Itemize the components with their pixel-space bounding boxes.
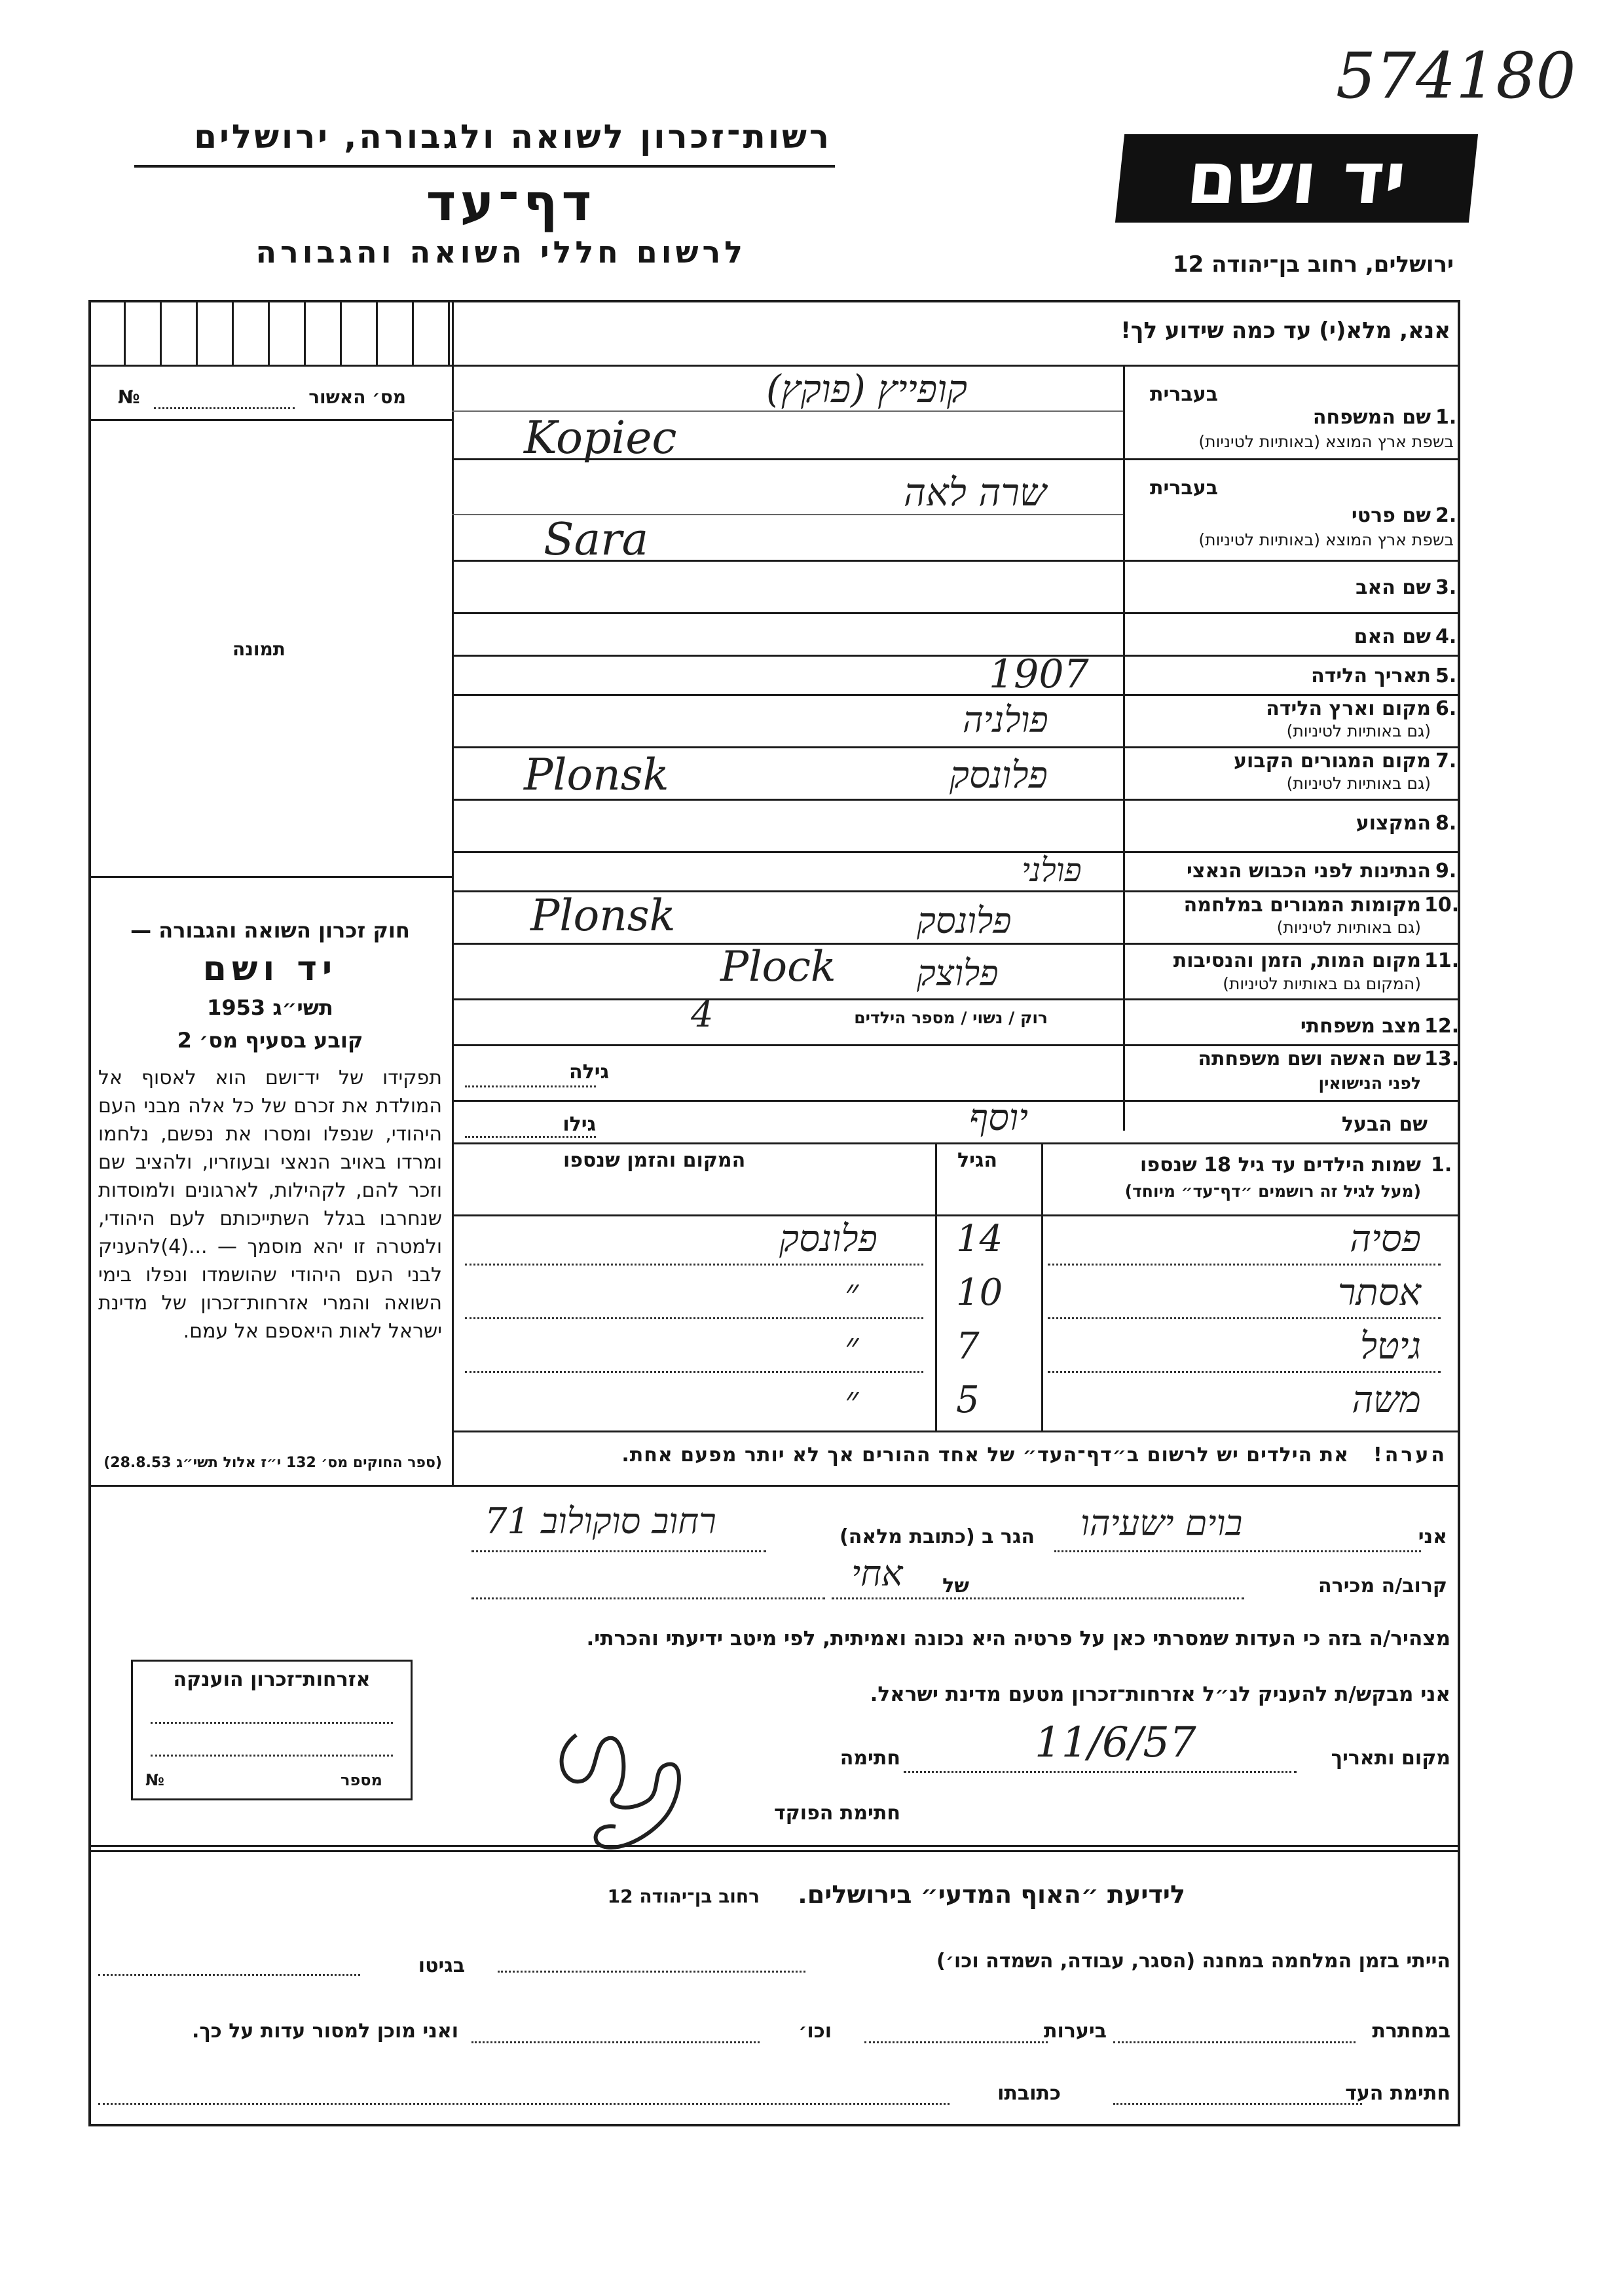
field-1-sublabel: בשפת ארץ המוצא (באותיות לטיניות) [1198, 432, 1454, 451]
field-12-num: 12. [1424, 1015, 1460, 1038]
yad-vashem-logo: יד ושם [1115, 134, 1478, 223]
address-line: ירושלים, רחוב בן־יהודה 12 [1172, 251, 1454, 278]
photo-label: תמונה [232, 638, 286, 660]
citizenship-number-label: מספר [341, 1771, 382, 1789]
place-date-field[interactable] [904, 1771, 1297, 1773]
declarant-name: בוים ישעיהו [1080, 1503, 1243, 1544]
field-10-sublabel: (גם באותיות לטיניות) [1276, 918, 1421, 937]
field-2-value-latin: Sara [544, 514, 649, 566]
underground-field[interactable] [1113, 2041, 1356, 2043]
children-section-subtitle: (מעל לגיל זה רושמים ״דף־עד״ מיוחד) [1124, 1182, 1421, 1201]
document-number: 574180 [1336, 39, 1576, 113]
children-section-num: 1. [1431, 1154, 1452, 1176]
field-2-value-hebrew: שרה לאה [904, 470, 1046, 515]
child-row [452, 1322, 1460, 1376]
wife-age-label: גילה [569, 1061, 609, 1084]
child-name: פסיה [1350, 1218, 1421, 1260]
children-place-header: המקום והזמן שנספו [563, 1149, 746, 1172]
authority-underline [134, 165, 835, 168]
authority-line: רשות־זכרון לשואה ולגבורה, ירושלים [194, 118, 832, 156]
declarant-name-field[interactable] [1054, 1550, 1421, 1552]
intro-text: אנא, מלא(י) עד כמה שידוע לך! [1120, 318, 1450, 344]
law-section: קובע בסעיף מס׳ 2 [177, 1028, 363, 1053]
field-8-num: 8. [1435, 812, 1457, 835]
field-7-value-latin: Plonsk [524, 750, 669, 800]
field-9-num: 9. [1435, 860, 1457, 883]
children-table [452, 1214, 1460, 1430]
footer-line1: הייתי בזמן המלחמה במחנה (הסגר, עבודה, השמדה וכו׳) [936, 1950, 1450, 1973]
witness-address-label: כתובתו [997, 2082, 1061, 2105]
children-age-header: הגיל [957, 1149, 997, 1172]
field-2-num: 2. [1435, 504, 1457, 527]
child-age: 14 [956, 1218, 1003, 1260]
declaration-date: 11/6/57 [1035, 1719, 1196, 1767]
footer-address: רחוב בן־יהודה 12 [607, 1886, 760, 1907]
officer-signature-label: חתימת הפוקד [774, 1802, 900, 1825]
note-label: הערה! [1373, 1444, 1447, 1467]
field-3-num: 3. [1435, 576, 1457, 599]
place-date-label: מקום ותאריך [1331, 1747, 1450, 1770]
law-title: חוק זכרון השואה והגבורה — [130, 918, 410, 943]
field-9-value: פולני [1022, 851, 1082, 889]
field-3-label: שם האב [1356, 576, 1431, 599]
law-reference: (ספר החוקים מס׳ 132 י״ז אלול תשי״ג 28.8.53) [103, 1455, 442, 1471]
child-row [452, 1214, 1460, 1268]
field-4-label: שם האם [1354, 625, 1431, 648]
husband-label: שם הבעל [1341, 1113, 1428, 1136]
child-place: ״ [845, 1325, 859, 1368]
child-age: 10 [956, 1271, 1003, 1314]
husband-age-label: גילו [563, 1113, 596, 1136]
underground-label: במחתרת [1372, 2020, 1450, 2043]
field-11-label: מקום המות, הזמן והנסיבות [1173, 949, 1421, 972]
law-year: תשי״ג 1953 [207, 995, 333, 1020]
declarant-address-field[interactable] [471, 1550, 766, 1552]
field-2-label: שם פרטי [1351, 504, 1431, 527]
declarant-signature [537, 1702, 720, 1872]
field-1-num: 1. [1435, 406, 1457, 429]
child-place: ״ [845, 1379, 859, 1421]
field-6-label: מקום וארץ הלידה [1266, 697, 1431, 720]
law-name: יד ושם [202, 949, 338, 989]
form-subtitle: לרשום חללי השואה והגבורה [255, 234, 747, 270]
child-row [452, 1376, 1460, 1430]
declarant-residing-label: הגר ב (כתובת מלאה) [839, 1525, 1035, 1548]
field-12-label: מצב משפחתי [1300, 1015, 1421, 1038]
child-row [452, 1268, 1460, 1322]
child-name: גיטל [1359, 1325, 1421, 1368]
field-4-num: 4. [1435, 625, 1457, 648]
field-9-label: הנתינות לפני הכבוש הנאצי [1187, 860, 1431, 883]
ghetto-label: בגיטו [418, 1954, 465, 1977]
field-11-value-latin: Plock [720, 943, 836, 991]
field-11-num: 11. [1424, 949, 1460, 972]
ghetto-field[interactable] [98, 1974, 360, 1976]
etc-field[interactable] [471, 2041, 760, 2043]
child-place: ״ [845, 1271, 859, 1314]
field-2-in-hebrew: בעברית [1150, 477, 1218, 500]
field-8-label: המקצוע [1356, 812, 1431, 835]
approval-no-sign: № [118, 386, 140, 408]
field-13-num: 13. [1424, 1048, 1460, 1070]
field-10-num: 10. [1424, 894, 1460, 917]
child-name: אסתר [1337, 1271, 1421, 1314]
law-text: תפקידו של יד־ושם הוא לאסוף אל המולדת את זכרם של כל אלה מבני העם היהודי, שנפלו ומסרו את נפשם, נלחמו ומרדו באויב הנאצי ובעוזריו, ולהציב שם וזכר להם, לקהילות, לארגונים ולמוסדות שנחרבו בגלל השתייכותם לעם היהודי, ולמטרה זו יהא מוסמך — ...(4)להעניק לבני העם היהודי שהושמדו ונפלו בימי השואה והמרי אזרחות־זכרון של מדינת ישראל לאות היאספם אל עמם. [98, 1066, 442, 1343]
witness-signature-field[interactable] [1113, 2103, 1362, 2105]
field-5-num: 5. [1435, 665, 1457, 687]
field-5-value: 1907 [989, 651, 1089, 697]
wife-age-field[interactable] [465, 1085, 596, 1087]
declaration-text: מצהיר/ה בזה כי העדות שמסרתי כאן על פרטיה היא נכונה ואמיתית, לפי מיטב ידיעתי והכרתי. [586, 1627, 1450, 1650]
field-5-label: תאריך הלידה [1311, 665, 1431, 687]
marital-options: רוק / נשוי / מספר הילדים [854, 1008, 1048, 1027]
signature-label: חתימה [840, 1747, 900, 1770]
field-1-value-latin: Kopiec [524, 412, 677, 464]
camp-field[interactable] [498, 1971, 805, 1973]
husband-name: יוסף [969, 1097, 1028, 1139]
request-text: אני מבקש/ת להעניק לנ״ל אזרחות־זכרון מטעם מדינת ישראל. [870, 1683, 1450, 1706]
field-1-value-hebrew: קופייץ (פוקץ) [766, 367, 968, 411]
field-6-sublabel: (גם באותיות לטיניות) [1286, 721, 1431, 740]
field-13-label: שם האשה ושם משפחתה [1198, 1048, 1421, 1070]
footer-title: לידיעת ״האוף המדעי״ בירושלים. [798, 1880, 1185, 1909]
child-name: משה [1352, 1379, 1421, 1421]
child-place: פלונסק [779, 1218, 877, 1260]
witness-signature-label: חתימת העד [1345, 2082, 1450, 2105]
of-label: של [942, 1575, 969, 1597]
declarant-i-label: אני [1418, 1525, 1447, 1548]
field-6-num: 6. [1435, 697, 1457, 720]
field-10-value-hebrew: פלונסק [917, 900, 1012, 941]
field-11-sublabel: (המקום גם באותיות לטיניות) [1223, 974, 1421, 993]
willing-text: ואני מוכן למסור עדות על כך. [192, 2020, 458, 2043]
etc-label: וכו׳ [798, 2020, 832, 2043]
field-1-in-hebrew: בעברית [1150, 383, 1218, 406]
field-2-sublabel: בשפת ארץ המוצא (באותיות לטיניות) [1198, 530, 1454, 549]
child-age: 5 [956, 1379, 980, 1421]
of-field[interactable] [471, 1597, 825, 1599]
declarant-address: רחוב סוקולוב 71 [485, 1501, 716, 1542]
approval-field[interactable] [154, 407, 295, 409]
witness-address-field[interactable] [98, 2103, 950, 2105]
field-7-sublabel: (גם באותיות לטיניות) [1286, 774, 1431, 793]
note-text: את הילדים יש לרשום ב״דף־העד״ של אחד ההורים אך לא יותר מפעם אחת. [621, 1444, 1349, 1467]
children-section-title: שמות הילדים עד גיל 18 שנספו [1140, 1154, 1421, 1176]
relation-value: אחי [851, 1553, 903, 1594]
forests-field[interactable] [864, 2041, 1048, 2043]
field-7-value-hebrew: פלונסק [950, 754, 1048, 797]
forests-label: ביערות [1044, 2020, 1107, 2043]
husband-age-field[interactable] [465, 1136, 596, 1138]
child-age: 7 [956, 1325, 980, 1368]
field-6-value: פולניה [963, 699, 1048, 740]
field-1-label: שם המשפחה [1312, 406, 1431, 429]
sidebar-tick-cells [90, 302, 452, 365]
field-13-sublabel: לפני הנישואין [1318, 1074, 1421, 1093]
citizenship-no-sign: № [145, 1771, 164, 1789]
citizenship-box-title: אזרחות־זכרון הוענקה [173, 1668, 371, 1691]
relation-field[interactable] [832, 1597, 1244, 1599]
field-7-num: 7. [1435, 750, 1457, 773]
field-7-label: מקום המגורים הקבוע [1234, 750, 1431, 773]
field-10-value-latin: Plonsk [530, 890, 676, 941]
field-11-value-hebrew: פלוצק [917, 953, 999, 994]
field-10-label: מקומות המגורים במלחמה [1183, 894, 1421, 917]
form-title: דף־עד [426, 173, 596, 232]
children-count: 4 [691, 994, 714, 1035]
relative-label: קרוב/ה מכירה [1318, 1575, 1447, 1597]
approval-label: מס׳ האשור [308, 386, 406, 408]
